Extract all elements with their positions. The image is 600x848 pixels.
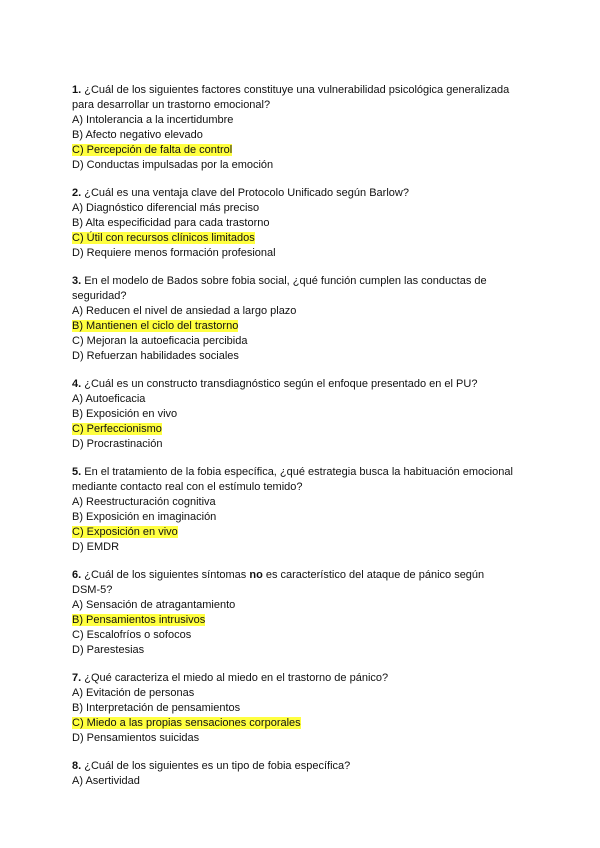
question-2 xyxy=(72,186,532,261)
option-c: C) Mejoran la autoeficacia percibida xyxy=(72,335,248,347)
negation-word: no xyxy=(249,569,263,581)
option-b: B) Exposición en vivo xyxy=(72,408,178,420)
question-text: 2. ¿Cuál es una ventaja clave del Protocolo Unificado según Barlow? xyxy=(72,187,409,199)
question-7 xyxy=(72,671,532,746)
question-number: 8. xyxy=(72,760,82,772)
question-3 xyxy=(72,274,532,364)
question-1 xyxy=(72,83,532,173)
option-d: D) EMDR xyxy=(72,541,120,553)
option-b: B) Afecto negativo elevado xyxy=(72,129,203,141)
option-d: D) Requiere menos formación profesional xyxy=(72,247,276,259)
option-c-correct: C) Percepción de falta de control xyxy=(72,144,233,156)
question-4 xyxy=(72,377,532,452)
option-a: A) Sensación de atragantamiento xyxy=(72,599,236,611)
option-b: B) Exposición en imaginación xyxy=(72,511,217,523)
question-number: 1. xyxy=(72,84,82,96)
question-number: 4. xyxy=(72,378,82,390)
question-text: 1. ¿Cuál de los siguientes factores constituye una vulnerabilidad psicológica generalizada xyxy=(72,84,510,96)
question-text-cont: para desarrollar un trastorno emocional? xyxy=(72,99,271,111)
question-text-cont: mediante contacto real con el estímulo temido? xyxy=(72,481,303,493)
option-a: A) Diagnóstico diferencial más preciso xyxy=(72,202,260,214)
question-6 xyxy=(72,568,532,658)
question-text: 3. En el modelo de Bados sobre fobia social, ¿qué función cumplen las conductas de xyxy=(72,275,487,287)
question-text: 5. En el tratamiento de la fobia específica, ¿qué estrategia busca la habituación emocional xyxy=(72,466,513,478)
question-number: 3. xyxy=(72,275,82,287)
option-d: D) Conductas impulsadas por la emoción xyxy=(72,159,274,171)
question-text: 7. ¿Qué caracteriza el miedo al miedo en el trastorno de pánico? xyxy=(72,672,389,684)
option-a: A) Reestructuración cognitiva xyxy=(72,496,216,508)
question-text: 8. ¿Cuál de los siguientes es un tipo de fobia específica? xyxy=(72,760,351,772)
question-number: 5. xyxy=(72,466,82,478)
option-c-correct: C) Miedo a las propias sensaciones corporales xyxy=(72,717,301,729)
option-d: D) Procrastinación xyxy=(72,438,163,450)
option-b: B) Interpretación de pensamientos xyxy=(72,702,241,714)
option-d: D) Pensamientos suicidas xyxy=(72,732,200,744)
question-8 xyxy=(72,759,532,789)
option-d: D) Parestesias xyxy=(72,644,145,656)
option-c: C) Escalofríos o sofocos xyxy=(72,629,192,641)
question-text-cont: DSM-5? xyxy=(72,584,113,596)
option-b-correct: B) Mantienen el ciclo del trastorno xyxy=(72,320,239,332)
question-text-cont: seguridad? xyxy=(72,290,127,302)
option-b-correct: B) Pensamientos intrusivos xyxy=(72,614,206,626)
question-number: 6. xyxy=(72,569,82,581)
quiz-list xyxy=(72,83,532,802)
option-a: A) Asertividad xyxy=(72,775,140,787)
option-b: B) Alta especificidad para cada trastorno xyxy=(72,217,270,229)
option-a: A) Reducen el nivel de ansiedad a largo plazo xyxy=(72,305,297,317)
question-number: 7. xyxy=(72,672,82,684)
question-number: 2. xyxy=(72,187,82,199)
option-a: A) Evitación de personas xyxy=(72,687,195,699)
option-c-correct: C) Exposición en vivo xyxy=(72,526,178,538)
option-d: D) Refuerzan habilidades sociales xyxy=(72,350,239,362)
option-c-correct: C) Perfeccionismo xyxy=(72,423,162,435)
question-text: 4. ¿Cuál es un constructo transdiagnóstico según el enfoque presentado en el PU? xyxy=(72,378,478,390)
question-text: 6. ¿Cuál de los siguientes síntomas no es característico del ataque de pánico según xyxy=(72,569,485,581)
option-c-correct: C) Útil con recursos clínicos limitados xyxy=(72,232,255,244)
question-5 xyxy=(72,465,532,555)
option-a: A) Intolerancia a la incertidumbre xyxy=(72,114,234,126)
option-a: A) Autoeficacia xyxy=(72,393,146,405)
